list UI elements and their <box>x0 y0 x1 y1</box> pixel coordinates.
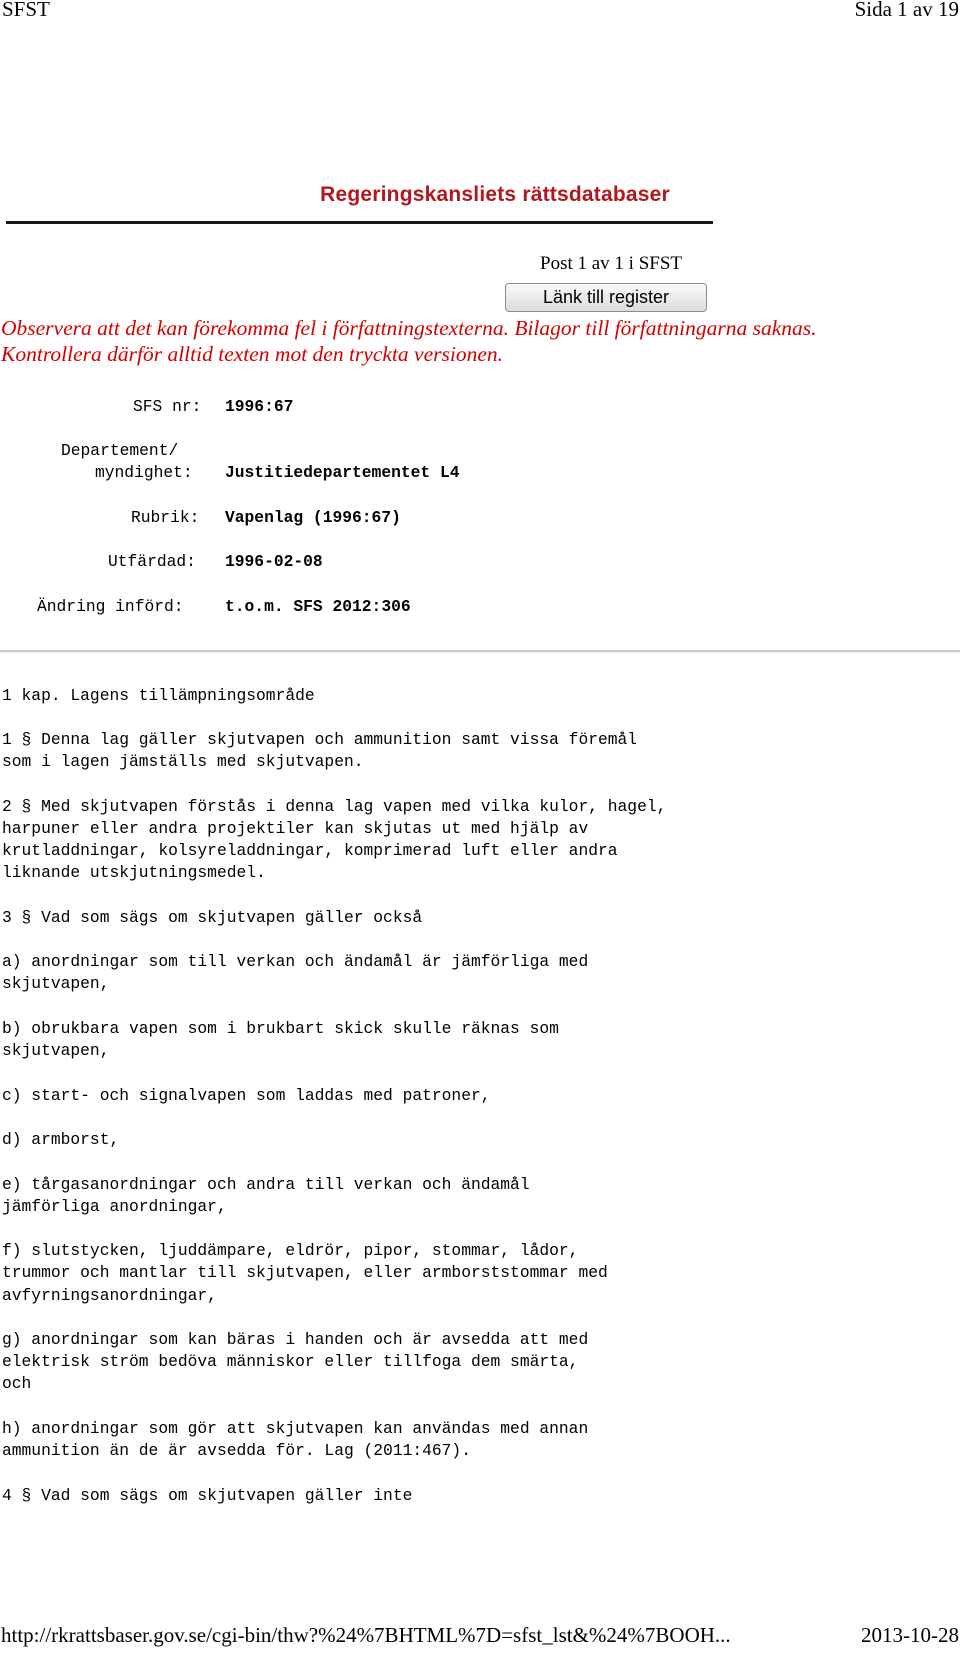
print-footer-date: 2013-10-28 <box>861 1623 959 1647</box>
law-text-line: d) armborst, <box>2 1130 120 1149</box>
print-header-title: SFST <box>2 0 50 21</box>
rubrik-value: Vapenlag (1996:67) <box>225 508 401 527</box>
rubrik-label: Rubrik: <box>131 508 200 527</box>
law-text-line: a) anordningar som till verkan och ändamål är jämförliga med <box>2 952 589 971</box>
law-text-line: skjutvapen, <box>2 974 110 993</box>
law-text-line: krutladdningar, kolsyreladdningar, komprimerad luft eller andra <box>2 841 618 860</box>
law-text-line: 4 § Vad som sägs om skjutvapen gäller inte <box>2 1486 413 1505</box>
law-text-line: f) slutstycken, ljuddämpare, eldrör, pipor, stommar, lådor, <box>2 1241 579 1260</box>
post-counter: Post 1 av 1 i SFST <box>540 253 683 274</box>
law-text-line: c) start- och signalvapen som laddas med patroner, <box>2 1086 491 1105</box>
department-label: Departement/ <box>61 441 179 460</box>
disclaimer-warning: Observera att det kan förekomma fel i författningstexterna. Bilagor till författningarna saknas. Kontrollera därför alltid texten mot den tryckta versionen. <box>1 316 817 366</box>
print-header-page-number: Sida 1 av 19 <box>854 0 959 21</box>
issued-value: 1996-02-08 <box>225 552 323 571</box>
department-value: Justitiedepartementet L4 <box>225 463 460 482</box>
banner-divider <box>6 221 713 224</box>
amendment-value: t.o.m. SFS 2012:306 <box>225 597 411 616</box>
law-text-line: elektrisk ström bedöva människor eller tillfoga dem smärta, <box>2 1352 579 1371</box>
authority-label: myndighet: <box>95 463 193 482</box>
link-to-register-button[interactable]: Länk till register <box>505 283 707 312</box>
law-text-line: g) anordningar som kan bäras i handen och är avsedda att med <box>2 1330 589 1349</box>
print-footer-url: http://rkrattsbaser.gov.se/cgi-bin/thw?%24%7BHTML%7D=sfst_lst&%24%7BOOH... <box>1 1623 731 1647</box>
law-text-line: liknande utskjutningsmedel. <box>2 863 266 882</box>
law-text-line: som i lagen jämställs med skjutvapen. <box>2 752 364 771</box>
law-text-line: h) anordningar som gör att skjutvapen kan användas med annan <box>2 1419 589 1438</box>
issued-label: Utfärdad: <box>108 552 196 571</box>
law-text-line: skjutvapen, <box>2 1041 110 1060</box>
section-divider <box>0 650 960 653</box>
law-text-line: jämförliga anordningar, <box>2 1197 227 1216</box>
law-text-line: b) obrukbara vapen som i brukbart skick skulle räknas som <box>2 1019 559 1038</box>
law-text-line: e) tårgasanordningar och andra till verkan och ändamål <box>2 1175 530 1194</box>
law-text-line: och <box>2 1374 32 1393</box>
law-text-line: 3 § Vad som sägs om skjutvapen gäller också <box>2 908 423 927</box>
law-text-line: harpuner eller andra projektiler kan skjutas ut med hjälp av <box>2 819 589 838</box>
amendment-label: Ändring införd: <box>37 597 184 616</box>
law-text-line: 1 § Denna lag gäller skjutvapen och ammunition samt vissa föremål <box>2 730 638 749</box>
chapter-heading: 1 kap. Lagens tillämpningsområde <box>2 686 315 705</box>
law-text-line: avfyrningsanordningar, <box>2 1286 217 1305</box>
law-text-line: trummor och mantlar till skjutvapen, eller armborststommar med <box>2 1263 608 1282</box>
site-banner-title: Regeringskansliets rättsdatabaser <box>320 183 670 206</box>
law-text-line: 2 § Med skjutvapen förstås i denna lag vapen med vilka kulor, hagel, <box>2 797 667 816</box>
sfs-number-value: 1996:67 <box>225 397 294 416</box>
law-text-line: ammunition än de är avsedda för. Lag (2011:467). <box>2 1441 471 1460</box>
sfs-number-label: SFS nr: <box>133 397 202 416</box>
